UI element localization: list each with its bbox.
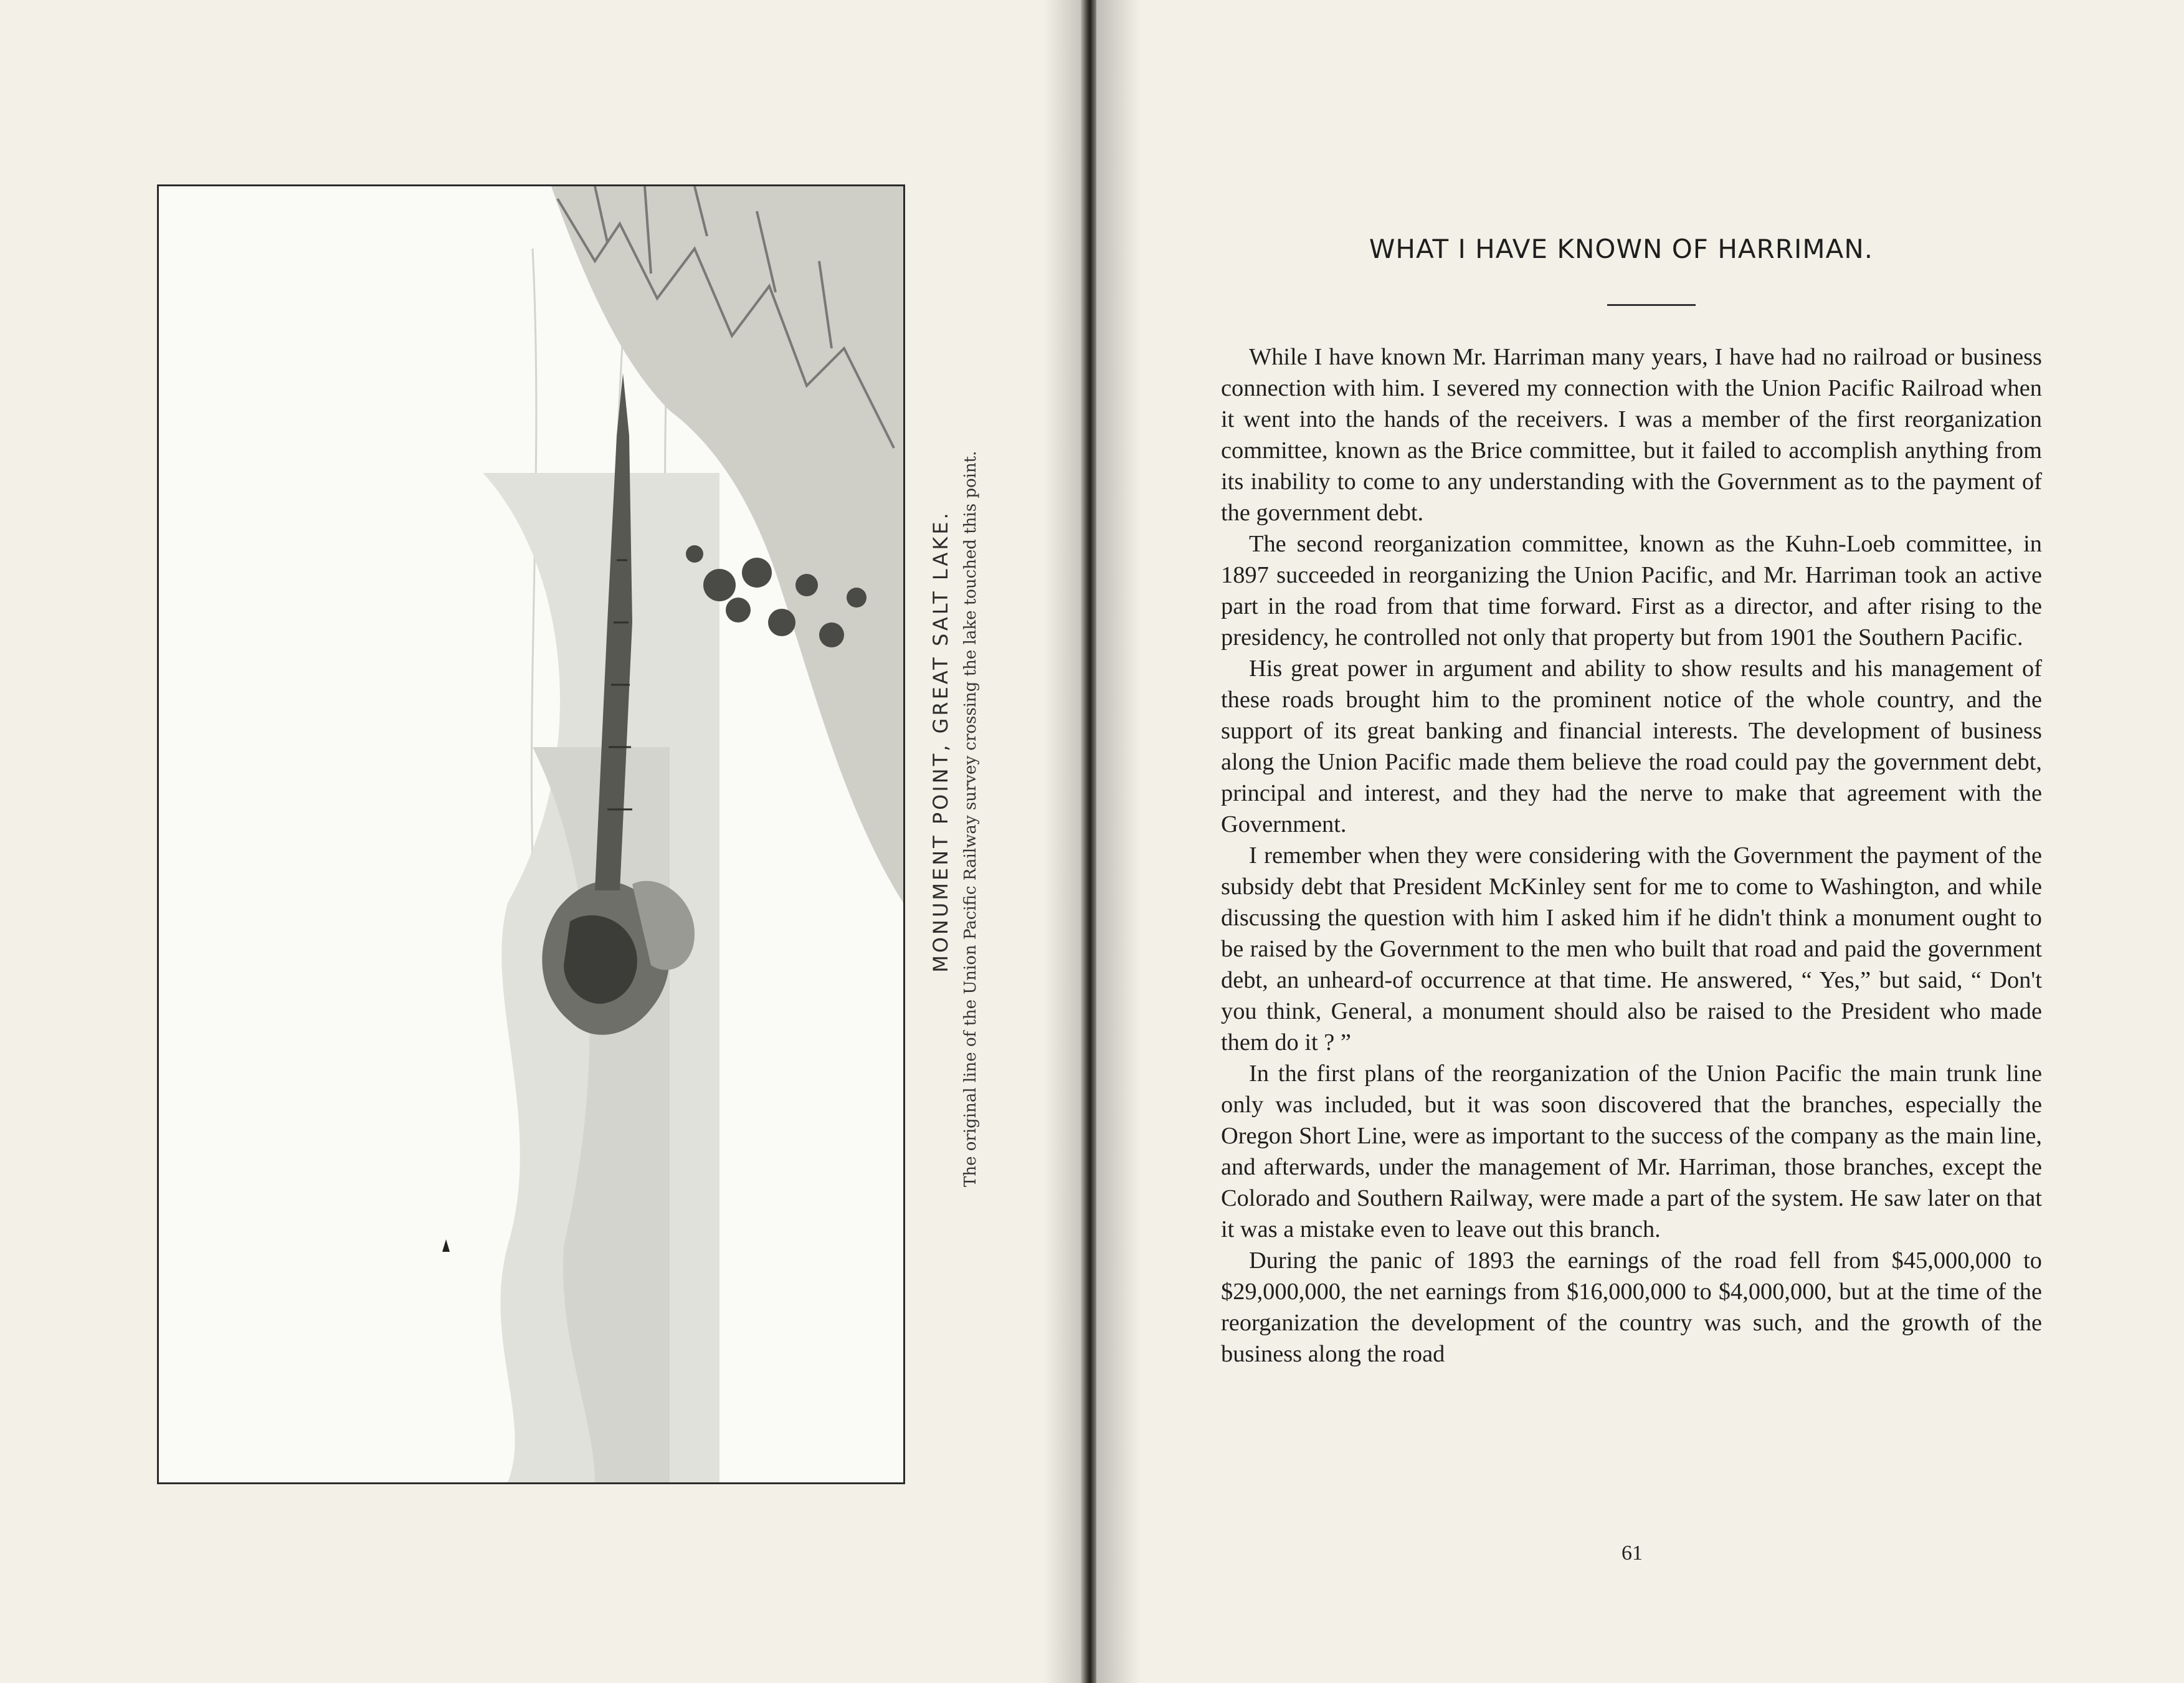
- paragraph: In the first plans of the reorganization of the Union Pacific the main trunk line only was included, but it was soon discovered that the branches, especially the Oregon Short Line, were as important to the success of the company as the main line, and afterwards, under the management of Mr. Harriman, those branches, except the Colorado and Southern Railway, were made a part of the system. He saw later on that it was a mistake even to leave out this branch.: [1221, 1061, 2042, 1242]
- paragraph: The second reorganization committee, known as the Kuhn-Loeb committee, in 1897 succeeded in reorganizing the Union Pacific, and Mr. Harriman took an active part in the road from that time forward. First as a director, and after rising to the presidency, he controlled not only that property but from 1901 the Southern Pacific.: [1221, 531, 2042, 651]
- monument-point-sketch: [159, 186, 903, 1482]
- plate-caption: The original line of the Union Pacific Railway survey crossing the lake touched this point.: [961, 451, 980, 1187]
- page-number: 61: [1621, 1542, 1643, 1565]
- heading-rule: [1607, 304, 1696, 306]
- paragraph: His great power in argument and ability to show results and his management of these roads brought him to the prominent notice of the whole country, and the support of its great banking and financial interests. The development of business along the Union Pacific made them believe the road could pay the government debt, principal and interest, and they had the nerve to make that agreement with the Government.: [1221, 656, 2042, 837]
- chapter-heading: WHAT I HAVE KNOWN OF HARRIMAN.: [1369, 234, 1874, 264]
- plate-illustration: [157, 184, 905, 1484]
- book-gutter: [1081, 0, 1096, 1683]
- left-page: [0, 0, 1081, 1683]
- paragraph: During the panic of 1893 the earnings of the road fell from $45,000,000 to $29,000,000, the net earnings from $16,000,000 to $4,000,000, but at the time of the reorganization the development of the country was such, and the growth of the business along the road: [1221, 1247, 2042, 1367]
- paragraph: I remember when they were considering with the Government the payment of the subsidy debt that President McKinley sent for me to come to Washington, and while discussing the question with him I asked him if he didn't think a monument ought to be raised by the Government to the men who built that road and paid the government debt, an unheard-of occurrence at that time. He answered, “ Yes,” but said, “ Don't you think, General, a monument should also be raised to the President who made them do it ? ”: [1221, 842, 2042, 1056]
- plate-title: MONUMENT POINT, GREAT SALT LAKE.: [929, 510, 952, 973]
- chapter-body: [1221, 341, 2042, 1370]
- paragraph: While I have known Mr. Harriman many years, I have had no railroad or business connection with him. I severed my connection with the Union Pacific Railroad when it went into the hands of the receivers. I was a member of the first reorganization committee, known as the Brice committee, but it failed to accomplish anything from its inability to come to any understanding with the Government as to the payment of the government debt.: [1221, 344, 2042, 526]
